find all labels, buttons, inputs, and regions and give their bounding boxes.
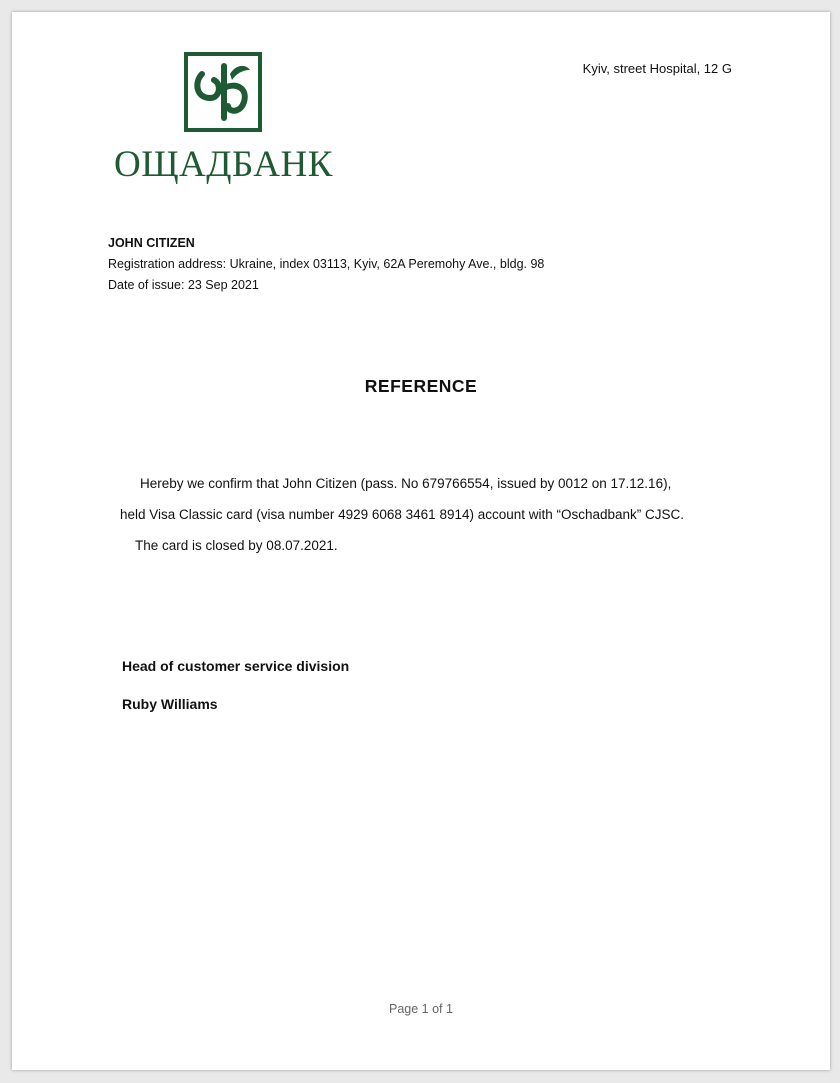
date-of-issue: Date of issue: 23 Sep 2021	[108, 278, 259, 292]
recipient-name: JOHN CITIZEN	[108, 236, 195, 250]
bank-name-wordmark: ОЩАДБАНК	[114, 144, 333, 185]
document-title: REFERENCE	[364, 376, 478, 396]
reference-body	[120, 468, 730, 561]
bank-address: Kyiv, street Hospital, 12 G	[582, 61, 732, 76]
signature-block	[122, 647, 349, 723]
signatory-position: Head of customer service division	[122, 658, 350, 674]
body-line-2: held Visa Classic card (visa number 4929 6068 3461 8914) account with “Oschadbank” CJSC.	[120, 507, 685, 522]
bank-logo-icon	[184, 52, 262, 132]
body-line-3: The card is closed by 08.07.2021.	[135, 538, 338, 553]
body-line-1: Hereby we confirm that John Citizen (pass. No 679766554, issued by 0012 on 17.12.16),	[140, 476, 672, 491]
document-page	[12, 12, 830, 1070]
page-number: Page 1 of 1	[389, 1002, 453, 1016]
recipient-block	[108, 233, 544, 296]
registration-address: Registration address: Ukraine, index 03113, Kyiv, 62A Peremohy Ave., bldg. 98	[108, 257, 545, 271]
signatory-name: Ruby Williams	[122, 696, 218, 712]
